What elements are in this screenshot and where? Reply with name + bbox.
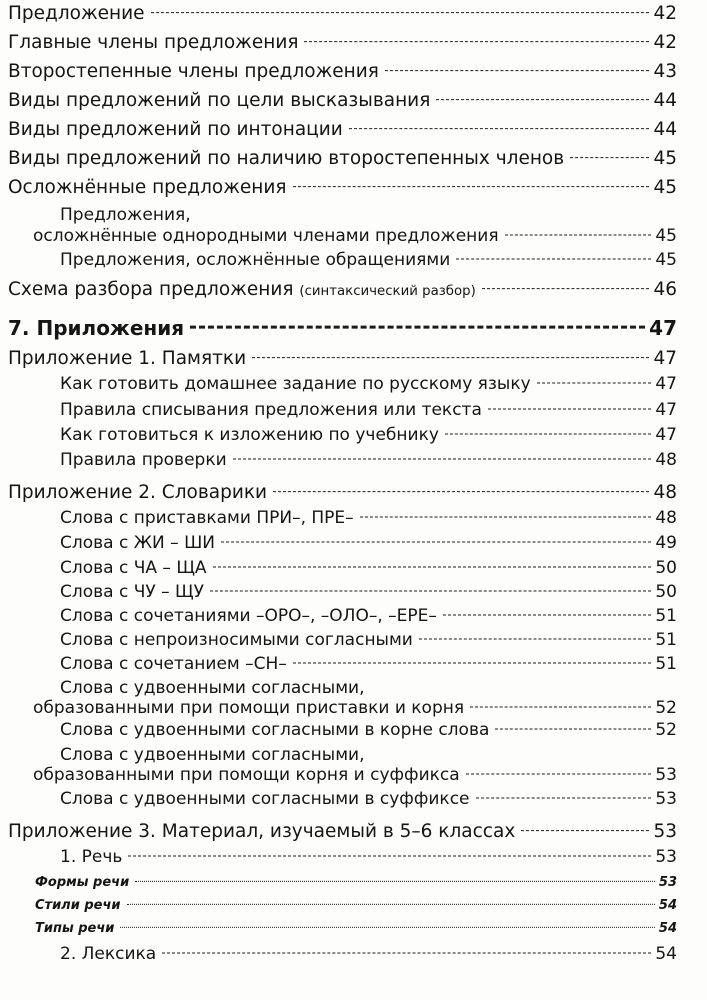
toc-entry-title: Осложнённые предложения (8, 177, 287, 198)
leader-dots (162, 953, 651, 954)
toc-entry (60, 250, 677, 270)
toc-entry-title: Стили речи (35, 898, 121, 913)
toc-page-number: 53 (655, 847, 677, 867)
toc-entry (8, 119, 677, 140)
toc-entry (8, 482, 677, 503)
toc-page-number: 48 (655, 450, 677, 470)
toc-page-number: 50 (655, 558, 677, 578)
toc-entry-title: Слова с сочетанием –СН– (60, 654, 287, 674)
toc-entry (60, 606, 677, 626)
leader-dots (436, 99, 649, 100)
leader-dots (190, 326, 645, 329)
toc-page-number: 50 (655, 582, 677, 602)
toc-entry (35, 898, 677, 913)
leader-dots (570, 157, 649, 158)
leader-dots (505, 235, 652, 236)
toc-page-number: 47 (655, 425, 677, 445)
toc-entry (60, 654, 677, 674)
toc-page-number: 45 (655, 250, 677, 270)
toc-entry (60, 582, 677, 602)
leader-dots (293, 186, 650, 187)
toc-entry (8, 61, 677, 82)
toc-entry (8, 279, 677, 300)
toc-page-number: 44 (653, 90, 677, 111)
leader-dots (213, 567, 652, 568)
toc-entry-title: Главные члены предложения (8, 32, 299, 53)
leader-dots (419, 639, 652, 640)
toc-entry-title: Виды предложений по интонации (8, 119, 343, 140)
toc-entry-title: Приложение 1. Памятки (8, 348, 247, 369)
toc-entry-title-line1: Слова с удвоенными согласными, (60, 678, 365, 698)
toc-page-number: 52 (655, 698, 677, 718)
toc-page-number: 45 (653, 148, 677, 169)
toc-entry-title: Типы речи (35, 921, 115, 936)
leader-dots (128, 856, 651, 857)
toc-entry-title: Формы речи (35, 875, 130, 890)
toc-entry-title: Предложение (8, 3, 145, 24)
toc-page-number: 53 (653, 821, 677, 842)
leader-dots (443, 615, 651, 616)
leader-dots (482, 288, 650, 289)
toc-entry (60, 944, 677, 964)
leader-dots (273, 491, 649, 492)
leader-dots (385, 70, 650, 71)
toc-entry-title-line1: Предложения, (60, 205, 191, 225)
toc-page-number: 47 (649, 316, 677, 340)
toc-entry-title: Предложения, осложнённые обращениями (60, 250, 451, 270)
toc-entry-title: Правила проверки (60, 450, 227, 470)
toc-entry-title: Слова с ЧУ – ЩУ (60, 582, 205, 602)
toc-page-number: 53 (655, 789, 677, 809)
leader-dots (476, 798, 652, 799)
toc-entry-title: Приложение 3. Материал, изучаемый в 5–6 классах (8, 821, 516, 842)
toc-entry (60, 789, 677, 809)
toc-entry-title: образованными при помощи приставки и корня (33, 698, 465, 718)
toc-page-number: 49 (655, 533, 677, 553)
toc-entry-title: Виды предложений по цели высказывания (8, 90, 431, 111)
toc-entry-title: осложнённые однородными членами предложения (33, 226, 499, 246)
leader-dots (252, 357, 649, 358)
toc-page-number: 43 (653, 61, 677, 82)
leader-dots (466, 774, 652, 775)
toc-entry-title: Как готовиться к изложению по учебнику (60, 425, 439, 445)
toc-page-number: 45 (655, 226, 677, 246)
toc-entry (8, 821, 677, 842)
toc-page-number: 45 (653, 177, 677, 198)
toc-entry (60, 558, 677, 578)
leader-dots (445, 434, 651, 435)
toc-entry (33, 698, 677, 718)
leader-dots (127, 904, 655, 905)
toc-entry (60, 630, 677, 650)
leader-dots (304, 41, 649, 42)
toc-page-number: 53 (658, 875, 677, 890)
toc-entry-title: 1. Речь (60, 847, 123, 867)
leader-dots (210, 591, 651, 592)
toc-entry (8, 90, 677, 111)
toc-entry (8, 348, 677, 369)
leader-dots (233, 459, 652, 460)
toc-entry-title: Правила списывания предложения или текста (60, 400, 482, 420)
leader-dots (349, 128, 650, 129)
toc-entry-title: Слова с удвоенными согласными в корне слова (60, 720, 490, 740)
toc-page-number: 47 (655, 400, 677, 420)
toc-page-number: 54 (658, 898, 677, 913)
toc-entry (60, 533, 677, 553)
leader-dots (221, 542, 651, 543)
section-heading (8, 316, 677, 340)
toc-entry-title: образованными при помощи корня и суффикса (33, 765, 460, 785)
toc-page-number: 53 (655, 765, 677, 785)
leader-dots (360, 517, 652, 518)
toc-entry-title-line1: Слова с удвоенными согласными, (60, 745, 365, 765)
toc-page-number: 51 (655, 654, 677, 674)
leader-dots (456, 259, 651, 260)
toc-page-number: 46 (653, 279, 677, 300)
toc-entry (60, 847, 677, 867)
toc-entry (8, 32, 677, 53)
toc-entry (33, 226, 677, 246)
toc-entry (33, 765, 677, 785)
leader-dots (293, 663, 652, 664)
toc-page-number: 54 (658, 921, 677, 936)
toc-entry (60, 425, 677, 445)
leader-dots (521, 830, 649, 831)
toc-entry (60, 374, 677, 394)
section-title: 7. Приложения (8, 316, 185, 340)
toc-entry-title (8, 279, 476, 300)
toc-entry-title: Приложение 2. Словарики (8, 482, 268, 503)
leader-dots (495, 729, 651, 730)
toc-entry (60, 400, 677, 420)
toc-entry-title: Слова с непроизносимыми согласными (60, 630, 413, 650)
leader-dots (488, 409, 651, 410)
toc-entry (8, 3, 677, 24)
toc-page-number: 47 (653, 348, 677, 369)
toc-entry (60, 450, 677, 470)
toc-page-number: 42 (653, 32, 677, 53)
toc-entry-title: Виды предложений по наличию второстепенных членов (8, 148, 565, 169)
toc-entry (60, 720, 677, 740)
toc-entry (35, 875, 677, 890)
toc-entry-title: 2. Лексика (60, 944, 157, 964)
toc-entry-title: Слова с приставками ПРИ–, ПРЕ– (60, 508, 354, 528)
toc-page-number: 47 (655, 374, 677, 394)
leader-dots (537, 383, 652, 384)
toc-page-number: 51 (655, 606, 677, 626)
toc-entry-title: Слова с ЖИ – ШИ (60, 533, 215, 553)
toc-entry (8, 177, 677, 198)
toc-page-number: 42 (653, 3, 677, 24)
leader-dots (470, 707, 651, 708)
toc-entry-title: Слова с удвоенными согласными в суффиксе (60, 789, 470, 809)
toc-entry (8, 148, 677, 169)
toc-page-number: 48 (653, 482, 677, 503)
toc-entry-subtitle: (синтаксический разбор) (299, 284, 476, 299)
toc-page-number: 52 (655, 720, 677, 740)
toc-entry (60, 508, 677, 528)
toc-page-number: 54 (655, 944, 677, 964)
leader-dots (135, 881, 655, 882)
toc-entry-title: Слова с сочетаниями –ОРО–, –ОЛО–, –ЕРЕ– (60, 606, 437, 626)
toc-entry-title: Как готовить домашнее задание по русскому языку (60, 374, 531, 394)
toc-page-number: 51 (655, 630, 677, 650)
toc-page-number: 44 (653, 119, 677, 140)
toc-entry-title: Слова с ЧА – ЩА (60, 558, 207, 578)
toc-page-number: 48 (655, 508, 677, 528)
leader-dots (120, 927, 655, 928)
toc-entry-title: Второстепенные члены предложения (8, 61, 379, 82)
toc-entry-title-main: Схема разбора предложения (8, 279, 294, 300)
leader-dots (151, 12, 650, 13)
toc-entry (35, 921, 677, 936)
